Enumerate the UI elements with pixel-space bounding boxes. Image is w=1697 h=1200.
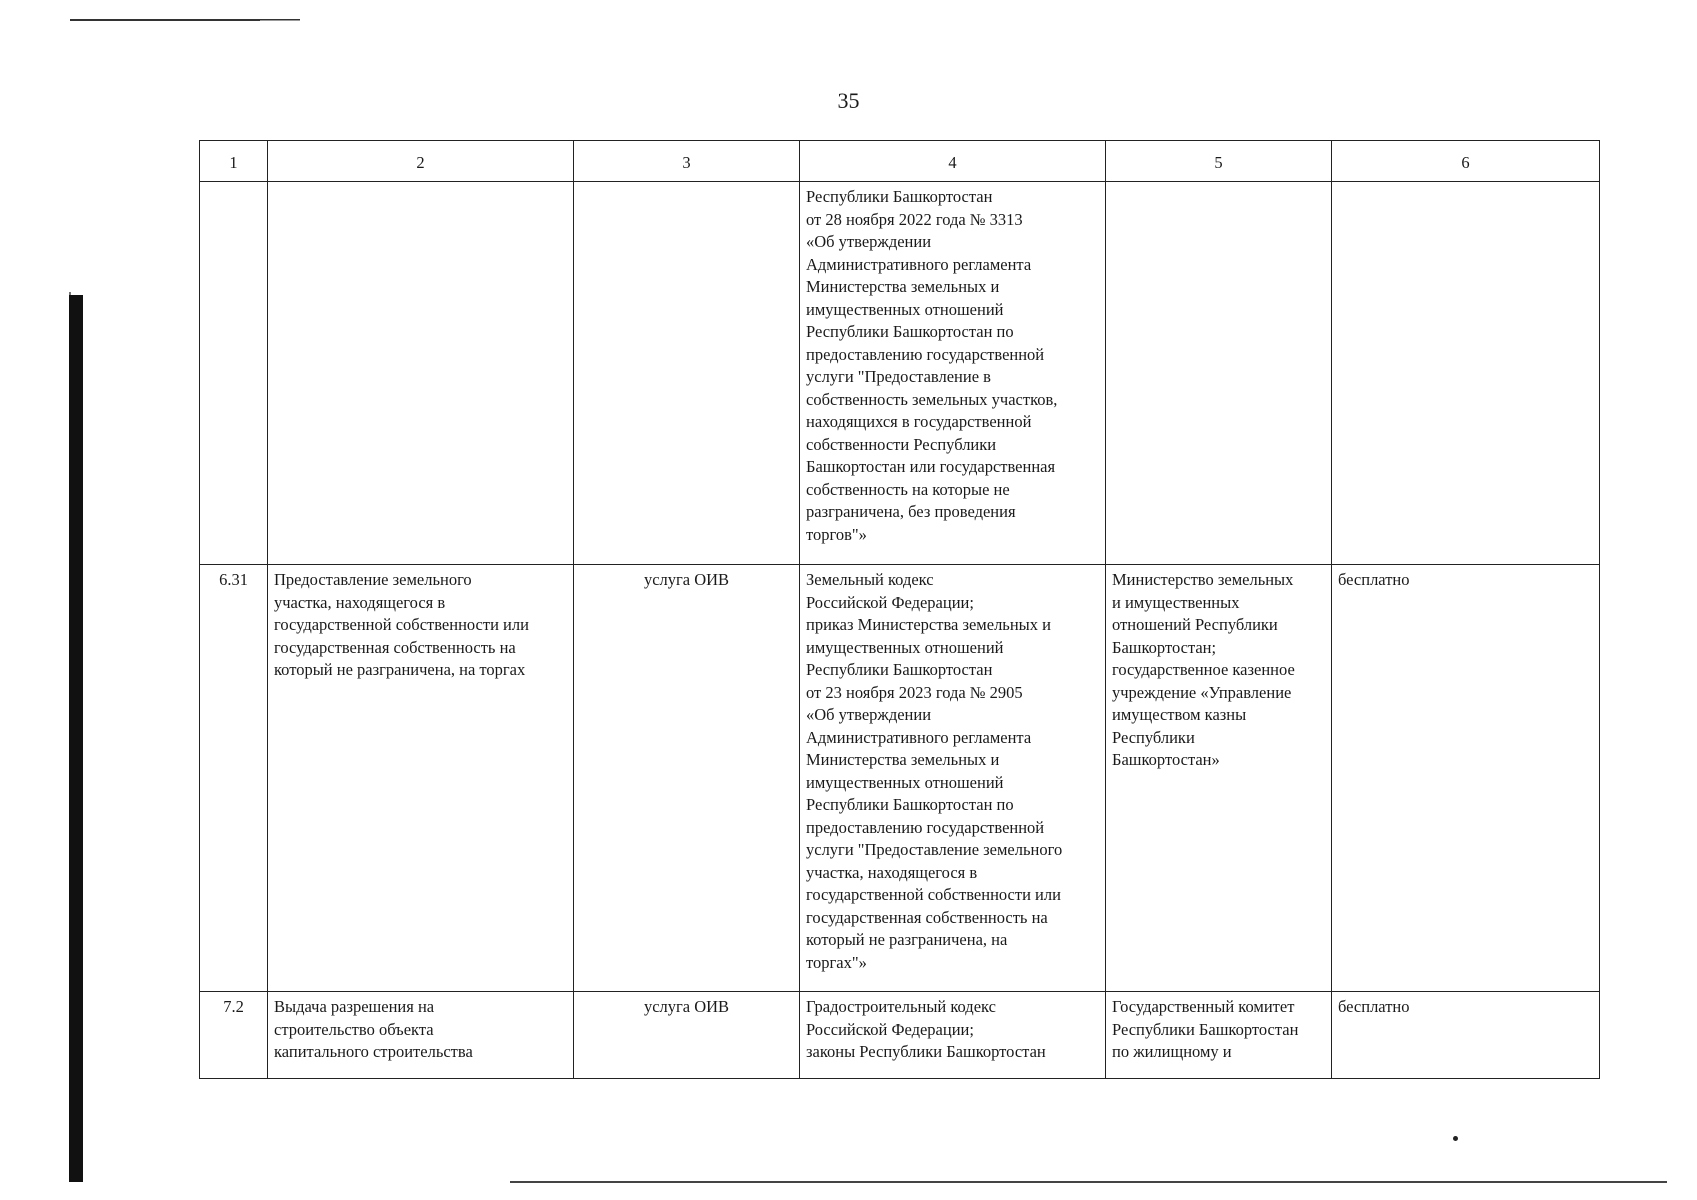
legal-basis-cell: Земельный кодекс Российской Федерации; приказ Министерства земельных и имущественных отношений Республики Башкортостан от 23 ноября 2023 года № 2905 «Об утверждении Административного регламента Министерства земельных и имущественных отношений Республики Башкортостан по предоставлению государственной услуги "Предоставление земельного участка, находящегося в государственной собственности или государственная собственность на который не разграничена, на торгах"» xyxy=(800,565,1106,992)
header-cell-4: 4 xyxy=(800,141,1106,182)
scan-artifact-bottom-line xyxy=(510,1181,1667,1183)
row-number-cell: 6.31 xyxy=(200,565,268,992)
table-row xyxy=(200,565,1600,992)
authority-cell: Государственный комитет Республики Башкортостан по жилищному и xyxy=(1106,992,1332,1079)
cost-cell: бесплатно xyxy=(1332,565,1600,992)
scan-artifact-top-line-faint xyxy=(260,20,300,21)
table-row xyxy=(200,182,1600,565)
scan-artifact-speck xyxy=(1453,1136,1458,1141)
row-number-cell xyxy=(200,182,268,565)
service-name-cell: Предоставление земельного участка, находящегося в государственной собственности или государственная собственность на который не разграничена, на торгах xyxy=(268,565,574,992)
header-cell-6: 6 xyxy=(1332,141,1600,182)
scan-artifact-binding-bar xyxy=(69,295,83,1182)
legal-basis-cell: Республики Башкортостан от 28 ноября 2022 года № 3313 «Об утверждении Административного регламента Министерства земельных и имущественных отношений Республики Башкортостан по предоставлению государственной услуги "Предоставление в собственность земельных участков, находящихся в государственной собственности Республики Башкортостан или государственная собственность на которые не разграничена, без проведения торгов"» xyxy=(800,182,1106,565)
service-type-cell: услуга ОИВ xyxy=(574,565,800,992)
header-cell-3: 3 xyxy=(574,141,800,182)
authority-cell xyxy=(1106,182,1332,565)
cost-cell xyxy=(1332,182,1600,565)
service-name-cell: Выдача разрешения на строительство объекта капитального строительства xyxy=(268,992,574,1079)
cost-cell: бесплатно xyxy=(1332,992,1600,1079)
service-name-cell xyxy=(268,182,574,565)
authority-cell: Министерство земельных и имущественных отношений Республики Башкортостан; государственное казенное учреждение «Управление имуществом казны Республики Башкортостан» xyxy=(1106,565,1332,992)
page-number: 35 xyxy=(837,88,860,113)
legal-basis-cell: Градостроительный кодекс Российской Федерации; законы Республики Башкортостан xyxy=(800,992,1106,1079)
table-header-row xyxy=(200,141,1600,182)
row-number-cell: 7.2 xyxy=(200,992,268,1079)
header-cell-5: 5 xyxy=(1106,141,1332,182)
table-row xyxy=(200,992,1600,1079)
service-type-cell: услуга ОИВ xyxy=(574,992,800,1079)
header-cell-2: 2 xyxy=(268,141,574,182)
header-cell-1: 1 xyxy=(200,141,268,182)
service-type-cell xyxy=(574,182,800,565)
services-table xyxy=(199,140,1600,1079)
